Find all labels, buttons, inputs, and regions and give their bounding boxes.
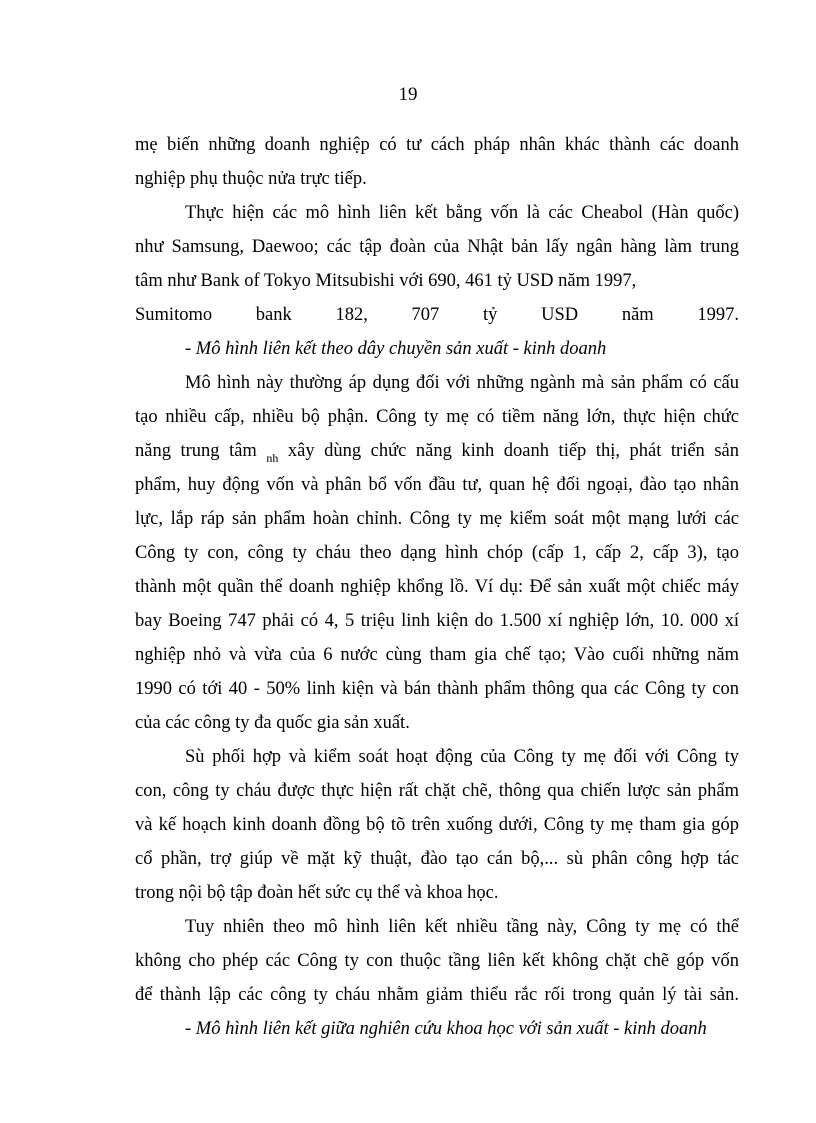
text-line [135, 706, 739, 740]
line-text: và kế hoạch kinh doanh đồng bộ tõ trên xuống dưới, Công ty mẹ tham gia góp [135, 815, 739, 835]
page-number: 19 [398, 84, 418, 105]
text-line [135, 842, 739, 876]
line-text: bay Boeing 747 phải có 4, 5 triệu linh kiện do 1.500 xí nghiệp lớn, 10. 000 xí [135, 611, 739, 631]
line-text: Tuy nhiên theo mô hình liên kết nhiều tầng này, Công ty mẹ có thể [185, 917, 739, 937]
text-line [135, 876, 739, 910]
line-text: năng trung tâm [135, 441, 257, 461]
line-text: Công ty con, công ty cháu theo dạng hình chóp (cấp 1, cấp 2, cấp 3), tạo [135, 543, 739, 563]
line-text: nghiệp phụ thuộc nửa trực tiếp. [135, 169, 367, 189]
line-text: trong nội bộ tập đoàn hết sức cụ thể và khoa học. [135, 883, 499, 903]
text-line [135, 264, 739, 298]
line-text: Thực hiện các mô hình liên kết bằng vốn là các Cheabol (Hàn quốc) [185, 203, 739, 223]
line-text: lực, lắp ráp sản phẩm hoàn chỉnh. Công ty mẹ kiểm soát một mạng lưới các [135, 509, 739, 529]
text-line [135, 638, 739, 672]
text-line [135, 162, 739, 196]
line-text: tạo nhiều cấp, nhiều bộ phận. Công ty mẹ có tiềm năng lớn, thực hiện chức [135, 407, 739, 427]
text-line [135, 672, 739, 706]
line-text: như Samsung, Daewoo; các tập đoàn của Nhật bản lấy ngân hàng làm trung [135, 237, 739, 257]
line-text: - Mô hình liên kết theo dây chuyền sản xuất - kinh doanh [185, 339, 607, 359]
line-text: con, công ty cháu được thực hiện rất chặt chẽ, thông qua chiến lược sản phẩm [135, 781, 739, 801]
text-line [135, 1012, 739, 1046]
text-line [135, 570, 739, 604]
text-line [135, 298, 739, 332]
text-line [135, 978, 739, 1012]
text-line [135, 502, 739, 536]
line-text: Mô hình này thường áp dụng đối với những ngành mà sản phẩm có cấu [185, 373, 739, 393]
line-text: - Mô hình liên kết giữa nghiên cứu khoa học với sản xuất - kinh doanh [185, 1019, 707, 1039]
line-text: thành một quần thể doanh nghiệp khổng lồ. Ví dụ: Để sản xuất một chiếc máy [135, 577, 739, 597]
line-text-continuation: xây dùng chức năng kinh doanh tiếp thị, phát triển sản [278, 441, 739, 461]
text-line [135, 808, 739, 842]
line-text: không cho phép các Công ty con thuộc tầng liên kết không chặt chẽ góp vốn [135, 951, 739, 971]
inline-subscript-text: nh [266, 451, 279, 465]
text-line [135, 128, 739, 162]
line-text: của các công ty đa quốc gia sản xuất. [135, 713, 410, 733]
text-line [135, 366, 739, 400]
text-line [135, 604, 739, 638]
line-text: tâm như Bank of Tokyo Mitsubishi với 690, 461 tỷ USD năm 1997, [135, 271, 637, 291]
text-line [135, 910, 739, 944]
line-text: cổ phần, trợ giúp về mặt kỹ thuật, đào tạo cán bộ,... sù phân công hợp tác [135, 849, 739, 869]
line-text: phẩm, huy động vốn và phân bổ vốn đầu tư, quan hệ đối ngoại, đào tạo nhân [135, 475, 739, 495]
line-text: mẹ biến những doanh nghiệp có tư cách pháp nhân khác thành các doanh [135, 135, 739, 155]
text-line [135, 230, 739, 264]
line-text: nghiệp nhỏ và vừa của 6 nước cùng tham gia chế tạo; Vào cuối những năm [135, 645, 739, 665]
text-line [135, 774, 739, 808]
line-text: để thành lập các công ty cháu nhằm giảm thiểu rắc rối trong quản lý tài sản. [135, 985, 739, 1005]
text-line [135, 468, 739, 502]
text-line [135, 400, 739, 434]
line-text: Sumitomo bank 182, 707 tỷ USD năm 1997. [135, 305, 739, 325]
text-line [135, 536, 739, 570]
line-text: 1990 có tới 40 - 50% linh kiện và bán thành phẩm thông qua các Công ty con [135, 679, 739, 699]
text-line [135, 434, 739, 468]
document-body [135, 128, 739, 1046]
text-line [135, 332, 739, 366]
line-text: Sù phối hợp và kiểm soát hoạt động của Công ty mẹ đối với Công ty [185, 747, 739, 767]
text-line [135, 944, 739, 978]
text-line [135, 196, 739, 230]
text-line [135, 740, 739, 774]
